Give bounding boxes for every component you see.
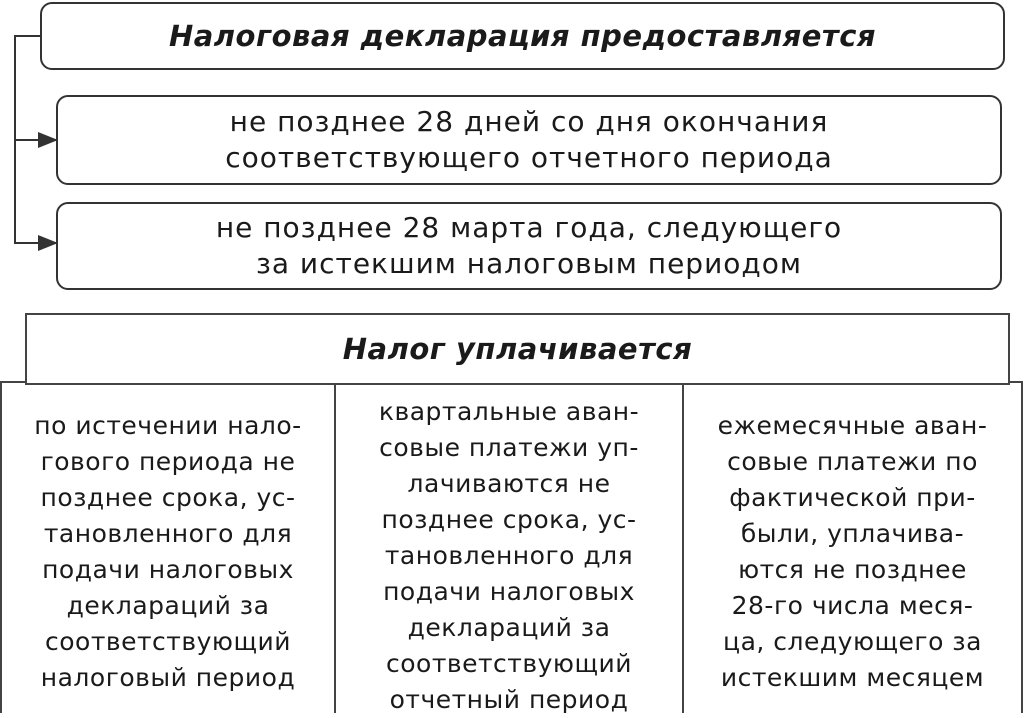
option-2-line-1: не позднее 28 марта года, следующего [215, 211, 843, 244]
col-3-line: были, уплачива- [740, 519, 965, 548]
col-1-line: гового периода не [40, 447, 296, 476]
option-1-line-1: не позднее 28 дней со дня окончания [229, 105, 829, 138]
col-1-line: позднее срока, ус- [40, 483, 296, 512]
col-2-line: лачиваются не [407, 469, 611, 498]
col-3-line: 28-го числа меся- [731, 591, 974, 620]
col-2-line: деклараций за [407, 613, 611, 642]
col-2-line: тановленного для [384, 541, 634, 570]
col-3-line: ются не позднее [738, 555, 967, 584]
option-2-line-2: за истекшим налоговым периодом [255, 247, 803, 280]
col-1-line: тановленного для [43, 519, 293, 548]
option-1-line-2: соответствующего отчетного периода [225, 141, 833, 174]
col-1-line: подачи налоговых [42, 555, 294, 584]
col-3-line: совые платежи по [727, 447, 978, 476]
col-1-line: по истечении нало- [34, 411, 302, 440]
col-3-line: истекшим месяцем [720, 663, 985, 692]
col-1-line: деклараций за [66, 591, 270, 620]
col-3-line: ежемесячные аван- [717, 411, 988, 440]
col-1-line: соответствующий [44, 627, 291, 656]
payment-title: Налог уплачивается [342, 332, 693, 366]
payment-column-2 [336, 380, 682, 713]
payment-column-1 [2, 380, 334, 713]
col-2-line: подачи налоговых [383, 577, 635, 606]
declaration-title: Налоговая декларация предоставляется [168, 19, 877, 53]
payment-column-3 [684, 380, 1021, 713]
col-2-line: соответствующий [385, 649, 632, 678]
col-2-line: квартальные аван- [378, 397, 640, 426]
col-1-line: налоговый период [40, 663, 296, 692]
col-3-line: фактической при- [729, 483, 976, 512]
col-2-line: совые платежи уп- [379, 433, 639, 462]
col-2-line: отчетный период [389, 685, 629, 714]
col-2-line: позднее срока, ус- [381, 505, 637, 534]
col-3-line: ца, следующего за [723, 627, 982, 656]
